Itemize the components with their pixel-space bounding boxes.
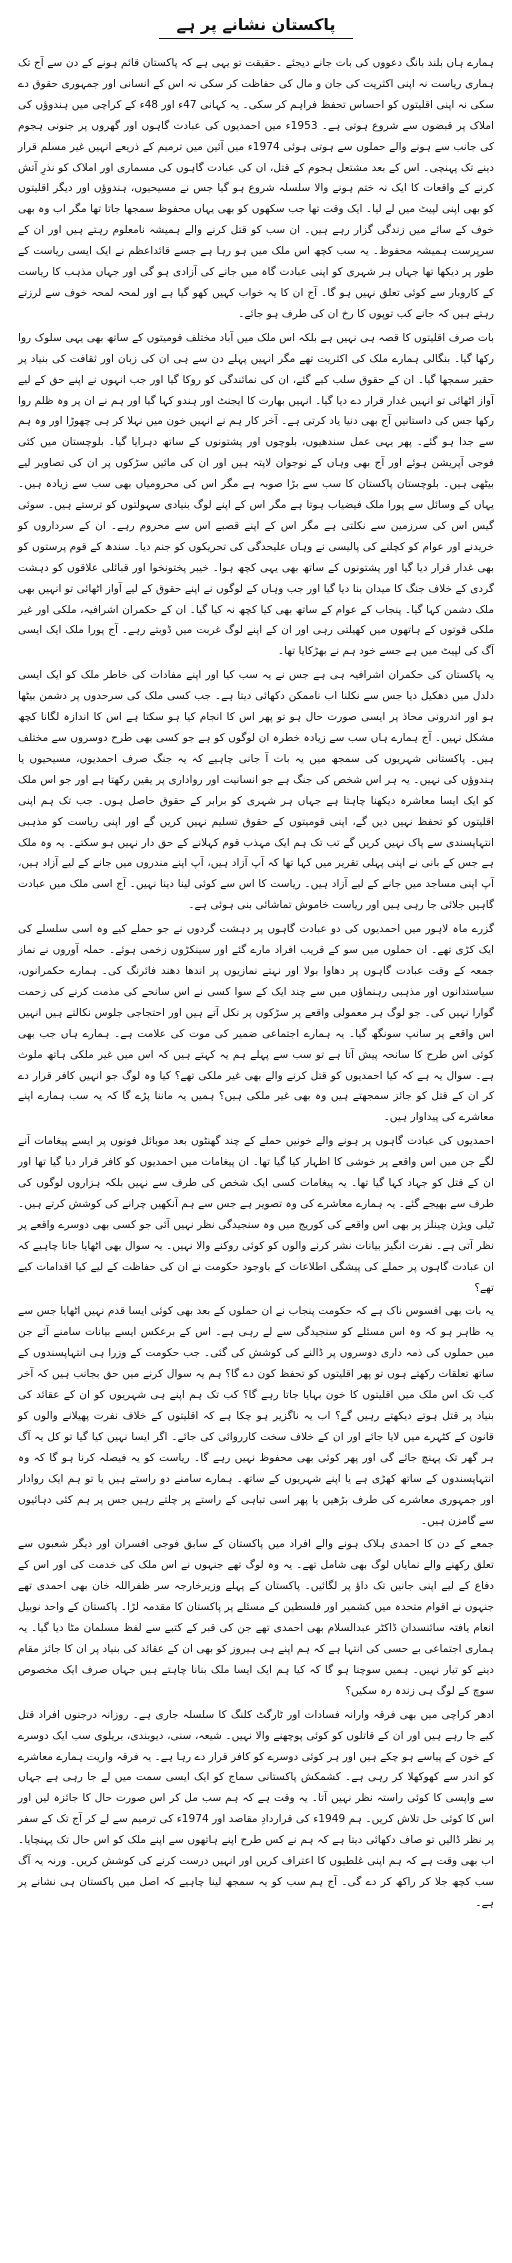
paragraph-3: یہ پاکستان کی حکمران اشرافیہ ہی ہے جس نے یہ سب کیا اور اپنے مفادات کی خاطر ملک کو ایک ایسی دلدل میں دھکیل دیا جس سے نکلنا اب ناممکن دکھائی دیتا ہے۔ جب کسی ملک کی سرحدوں پر دشمن بیٹھا ہو اور اندرونی محاذ پر ایسی صورت حال ہو تو پھر اس کا انجام کیا ہو سکتا ہے اس کا اندازہ لگانا کچھ مشکل نہیں۔ آج ہمارے ہاں سب سے زیادہ خطرہ ان لوگوں کو ہے جو کسی بھی طرح دوسروں سے مختلف ہیں۔ پاکستانی شہریوں کی سمجھ میں یہ بات آ جانی چاہیے کہ یہ جنگ صرف احمدیوں، مسیحیوں یا ہندوؤں کی نہیں۔ یہ ہر اس شخص کی جنگ ہے جو انسانیت اور رواداری پر یقین رکھتا ہے اور جو اس ملک کو ایک ایسا معاشرہ دیکھنا چاہتا ہے جہاں ہر شہری کو برابر کے حقوق حاصل ہوں۔ جب تک ہم اپنی اقلیتوں کو تحفظ نہیں دیں گے، اپنی قومیتوں کے حقوق تسلیم نہیں کریں گے اور اپنی ریاست کو مذہبی انتہاپسندی سے پاک نہیں کریں گے تب تک ہم ایک مہذب قوم کہلانے کے حق دار نہیں ہو سکتے۔ یہ وہ ملک ہے جس کے بانی نے اپنی پہلی تقریر میں کہا تھا کہ آپ آزاد ہیں، آپ اپنے مندروں میں جانے کے لیے آزاد ہیں، آپ اپنی مساجد میں جانے کے لیے آزاد ہیں۔ ریاست کا اس سے کوئی لینا دینا نہیں۔ آج اسی ملک میں عبادت گاہیں جلائی جا رہی ہیں اور ریاست خاموش تماشائی بنی ہوئی ہے۔ <box>18 669 494 912</box>
column-title: پاکستان نشانے پر ہے <box>159 14 354 39</box>
paragraph-8: ادھر کراچی میں بھی فرقہ وارانہ فسادات اور ٹارگٹ کلنگ کا سلسلہ جاری ہے۔ روزانہ درجنوں افراد قتل کیے جا رہے ہیں اور ان کے قاتلوں کو کوئی پوچھنے والا نہیں۔ شیعہ، سنی، دیوبندی، بریلوی سب ایک دوسرے کے خون کے پیاسے ہو چکے ہیں اور ہر کوئی دوسرے کو کافر قرار دے رہا ہے۔ یہ فرقہ واریت ہمارے معاشرے کو اندر سے کھوکھلا کر رہی ہے۔ کشمکش پاکستانی سماج کو ایک ایسی سمت میں لے جا رہی ہے جہاں سے واپسی کا کوئی راستہ نظر نہیں آتا۔ یہ وقت ہے کہ ہم سب مل کر اس صورت حال کا جائزہ لیں اور اس کا کوئی حل تلاش کریں۔ ہم 1949ء کی قراردادِ مقاصد اور 1974ء کی ترمیم سے لے کر آج تک کے سفر پر نظر ڈالیں تو صاف دکھائی دیتا ہے کہ ہم نے کس طرح اپنے ہاتھوں سے اپنے ملک کو اس حال تک پہنچایا۔ اب بھی وقت ہے کہ ہم اپنی غلطیوں کا اعتراف کریں اور انہیں درست کرنے کی کوشش کریں۔ ورنہ یہ آگ سب کچھ جلا کر راکھ کر دے گی۔ آج ہم سب کو یہ سمجھ لینا چاہیے کہ اصل میں پاکستان ہی نشانے پر ہے۔ <box>18 1708 495 1909</box>
paragraph-2: بات صرف اقلیتوں کا قصہ ہی نہیں ہے بلکہ اس ملک میں آباد مختلف قومیتوں کے ساتھ بھی یہی سلوک روا رکھا گیا۔ بنگالی ہمارے ملک کی اکثریت تھے مگر انہیں پہلے دن سے ہی ان کی زبان اور ثقافت کی بنیاد پر حقیر سمجھا گیا۔ ان کے حقوق سلب کیے گئے، ان کی نمائندگی کو روکا گیا اور جب انہوں نے اپنے حق کے لیے آواز اٹھائی تو انہیں غدار قرار دے دیا گیا۔ انہیں بھارت کا ایجنٹ اور ہندو کہا گیا اور ہم نے ان پر وہ ظلم روا رکھا جس کی داستانیں آج بھی دنیا یاد کرتی ہے۔ آخر کار ہم نے انہیں خون میں نہلا کر ہی چھوڑا اور وہ ہم سے جدا ہو گئے۔ پھر یہی عمل سندھیوں، بلوچوں اور پشتونوں کے ساتھ دہرایا گیا۔ بلوچستان میں کئی فوجی آپریشن ہوئے اور آج بھی وہاں کے نوجوان لاپتہ ہیں اور ان کی مائیں سڑکوں پر ان کی تصاویر لیے بیٹھی ہیں۔ بلوچستان پاکستان کا سب سے بڑا صوبہ ہے مگر اس کی محرومیاں بھی سب سے زیادہ ہیں۔ یہاں کے وسائل سے پورا ملک فیضیاب ہوتا ہے مگر اس کے اپنے لوگ بنیادی سہولتوں کو ترستے ہیں۔ سوئی گیس اس کی سرزمین سے نکلتی ہے مگر اس کے اپنے قصبے اس سے محروم رہے۔ ان کے سرداروں کو خریدنے اور عوام کو کچلنے کی پالیسی نے وہاں علیحدگی کی تحریکوں کو جنم دیا۔ سندھ کے قوم پرستوں کو بھی غدار قرار دیا گیا اور پشتونوں کے ساتھ بھی یہی کچھ ہوا۔ خیبر پختونخوا اور قبائلی علاقوں کو دہشت گردی کے خلاف جنگ کا میدان بنا دیا گیا اور جب وہاں کے لوگوں نے اپنے حقوق کے لیے آواز اٹھائی تو انہیں بھی ملک دشمن کہا گیا۔ پنجاب کے عوام کے ساتھ بھی کیا کچھ نہ کیا گیا۔ ان کے حکمران اشرافیہ، ملکی اور غیر ملکی قوتوں کے ہاتھوں میں کھیلتی رہی اور ان کے اپنے لوگ غربت میں ڈوبتے رہے۔ آج پورا ملک ایک ایسی آگ کی لپیٹ میں ہے جسے خود ہم نے بھڑکایا تھا۔ <box>18 331 494 658</box>
paragraph-5: احمدیوں کی عبادت گاہوں پر ہونے والے خونیں حملے کے چند گھنٹوں بعد موبائل فونوں پر ایسے پیغامات آنے لگے جن میں اس واقعے پر خوشی کا اظہار کیا گیا تھا۔ ان پیغامات میں احمدیوں کو کافر قرار دیا گیا تھا اور ان کے قتل کو جہاد کہا گیا تھا۔ یہ پیغامات کسی ایک شخص کی طرف سے نہیں بلکہ ہزاروں لوگوں کی طرف سے بھیجے گئے۔ یہ ہمارے معاشرے کی وہ تصویر ہے جس سے ہم آنکھیں چرانے کی کوشش کرتے ہیں۔ ٹیلی ویژن چینلز پر بھی اس واقعے کی کوریج میں وہ سنجیدگی نظر نہیں آئی جو کسی بھی دوسرے واقعے پر نظر آتی ہے۔ نفرت انگیز بیانات نشر کرنے والوں کو کوئی روکنے والا نہیں۔ یہ سوال بھی اٹھایا جانا چاہیے کہ ان عبادت گاہوں پر حملے کی پیشگی اطلاعات کے باوجود حکومت نے ان کی حفاظت کے لیے کیا اقدامات کیے تھے؟ <box>18 1135 494 1294</box>
column-body <box>18 53 494 1914</box>
paragraph-1: ہمارے ہاں بلند بانگ دعووں کی بات جانے دیجئے ۔حقیقت تو یہی ہے کہ پاکستان قائم ہونے کے دن سے آج تک ہماری ریاست نہ اپنی اکثریت کی جان و مال کی حفاظت کر سکی نہ اس کے انسانی اور جمہوری حقوق دے سکی نہ اپنی اقلیتوں کو احساس تحفظ فراہم کر سکی۔ یہ کہانی 47ء اور 48ء کے کراچی میں ہندوؤں کی املاک پر قبضوں سے شروع ہوتی ہے۔ 1953ء میں احمدیوں کی عبادت گاہوں اور گھروں پر جنونی ہجوم کی جانب سے ہونے والے حملوں سے ہوتی ہوئی 1974ء میں آئین میں ترمیم کے ذریعے انہیں غیر مسلم قرار دینے تک پہنچی۔ اس کے بعد مشتعل ہجوم کے قتل، ان کی عبادت گاہوں کی مسماری اور املاک کو نذرِ آتش کرنے کے واقعات کا ایک نہ ختم ہونے والا سلسلہ شروع ہو گیا جس نے مسیحیوں، ہندوؤں اور دیگر اقلیتوں کو بھی اپنی لپیٹ میں لے لیا۔ ایک وقت تھا جب سکھوں کو بھی یہاں محفوظ سمجھا جاتا تھا مگر اب وہ بھی خوف کے سائے میں زندگی گزار رہے ہیں۔ ان سب کو قتل کرنے والے ہمیشہ نامعلوم رہتے ہیں اور ان کے سرپرست ہمیشہ محفوظ۔ یہ سب کچھ اس ملک میں ہو رہا ہے جسے قائداعظم نے ایک ایسی ریاست کے طور پر دیکھا تھا جہاں ہر شہری کو اپنی عبادت گاہ میں جانے کی آزادی ہو گی اور جہاں مذہب کا ریاست کے کاروبار سے کوئی تعلق نہیں ہو گا۔ آج ان کا یہ خواب کہیں کھو گیا ہے اور لمحہ لمحہ خوف سے لرزتے رہتے ہیں کہ جانے کب توپوں کا رخ ان کی طرف ہو جائے۔ <box>18 57 495 320</box>
title-container <box>18 14 494 39</box>
paragraph-6: یہ بات بھی افسوس ناک ہے کہ حکومت پنجاب نے ان حملوں کے بعد بھی کوئی ایسا قدم نہیں اٹھایا جس سے یہ ظاہر ہو کہ وہ اس مسئلے کو سنجیدگی سے لے رہی ہے۔ اس کے برعکس ایسے بیانات سامنے آئے جن میں حملوں کی ذمہ داری دوسروں پر ڈالنے کی کوشش کی گئی۔ جب حکومت کے وزرا ہی انتہاپسندوں کے ساتھ تعلقات رکھتے ہوں تو پھر اقلیتوں کو تحفظ کون دے گا؟ ہم یہ سوال کرنے میں حق بجانب ہیں کہ آخر کب تک اس ملک میں اقلیتوں کا خون بہایا جاتا رہے گا؟ کب تک ہم اپنے ہی شہریوں کو ان کے عقائد کی بنیاد پر قتل ہوتے دیکھتے رہیں گے؟ اب یہ ناگزیر ہو چکا ہے کہ اقلیتوں کے خلاف نفرت پھیلانے والوں کو قانون کے کٹہرے میں لایا جائے اور ان کے خلاف سخت کارروائی کی جائے۔ اگر ایسا نہیں کیا گیا تو کل یہ آگ ہر گھر تک پہنچ جائے گی اور پھر کوئی بھی محفوظ نہیں رہے گا۔ ریاست کو یہ فیصلہ کرنا ہو گا کہ وہ انتہاپسندوں کے ساتھ کھڑی ہے یا اپنے شہریوں کے ساتھ۔ ہمارے سامنے دو راستے ہیں یا تو ہم ایک روادار اور جمہوری معاشرے کی طرف بڑھیں یا پھر اسی تباہی کے راستے پر چلتے رہیں جس پر ہم کئی دہائیوں سے گامزن ہیں۔ <box>18 1305 494 1527</box>
paragraph-7: جمعے کے دن کا احمدی ہلاک ہونے والے افراد میں پاکستان کے سابق فوجی افسران اور دیگر شعبوں سے تعلق رکھنے والے نمایاں لوگ بھی شامل تھے۔ یہ وہ لوگ تھے جنہوں نے اس ملک کی خدمت کی اور اس کے دفاع کے لیے اپنی جانیں تک داؤ پر لگائیں۔ پاکستان کے پہلے وزیرخارجہ سر ظفراللہ خان بھی احمدی تھے جنہوں نے اقوام متحدہ میں کشمیر اور فلسطین کے مسئلے پر پاکستان کا مقدمہ لڑا۔ پاکستان کے واحد نوبیل انعام یافتہ سائنسدان ڈاکٹر عبدالسلام بھی احمدی تھے جن کی قبر کے کتبے سے لفظ مسلمان مٹا دیا گیا۔ یہ ہماری اجتماعی بے حسی کی انتہا ہے کہ ہم اپنے ہی ہیروز کو بھی ان کے عقائد کی بنیاد پر ان کا جائز مقام دینے کو تیار نہیں۔ ہمیں سوچنا ہو گا کہ کیا ہم ایک ایسا ملک بنانا چاہتے ہیں جہاں صرف ایک مخصوص سوچ کے لوگ ہی زندہ رہ سکیں؟ <box>18 1538 494 1697</box>
paragraph-4: گزرے ماہ لاہور میں احمدیوں کی دو عبادت گاہوں پر دہشت گردوں نے جو حملے کیے وہ اسی سلسلے کی ایک کڑی تھے۔ ان حملوں میں سو کے قریب افراد مارے گئے اور سینکڑوں زخمی ہوئے۔ حملہ آوروں نے نماز جمعہ کے وقت عبادت گاہوں پر دھاوا بولا اور نہتے نمازیوں پر اندھا دھند فائرنگ کی۔ ہمارے حکمرانوں، سیاستدانوں اور مذہبی رہنماؤں میں سے چند ایک کے سوا کسی نے اس سانحے کی مذمت کرنے کی زحمت گوارا نہیں کی۔ جو لوگ ہر معمولی واقعے پر سڑکوں پر نکل آتے ہیں اور احتجاجی جلوس نکالتے ہیں انہیں اس واقعے پر سانپ سونگھ گیا۔ یہ ہمارے اجتماعی ضمیر کی موت کی علامت ہے۔ ہمارے ہاں جب بھی کوئی اس طرح کا سانحہ پیش آتا ہے تو سب سے پہلے ہم یہ کہتے ہیں کہ اس میں غیر ملکی ہاتھ ملوث ہے۔ سوال یہ ہے کہ کیا احمدیوں کو قتل کرنے والے بھی غیر ملکی تھے؟ کیا وہ لوگ جو انہیں کافر قرار دے کر ان کے قتل کو جائز سمجھتے ہیں وہ بھی غیر ملکی ہیں؟ ہمیں یہ ماننا پڑے گا کہ یہ سب ہمارے اپنے معاشرے کی پیداوار ہیں۔ <box>18 923 494 1124</box>
